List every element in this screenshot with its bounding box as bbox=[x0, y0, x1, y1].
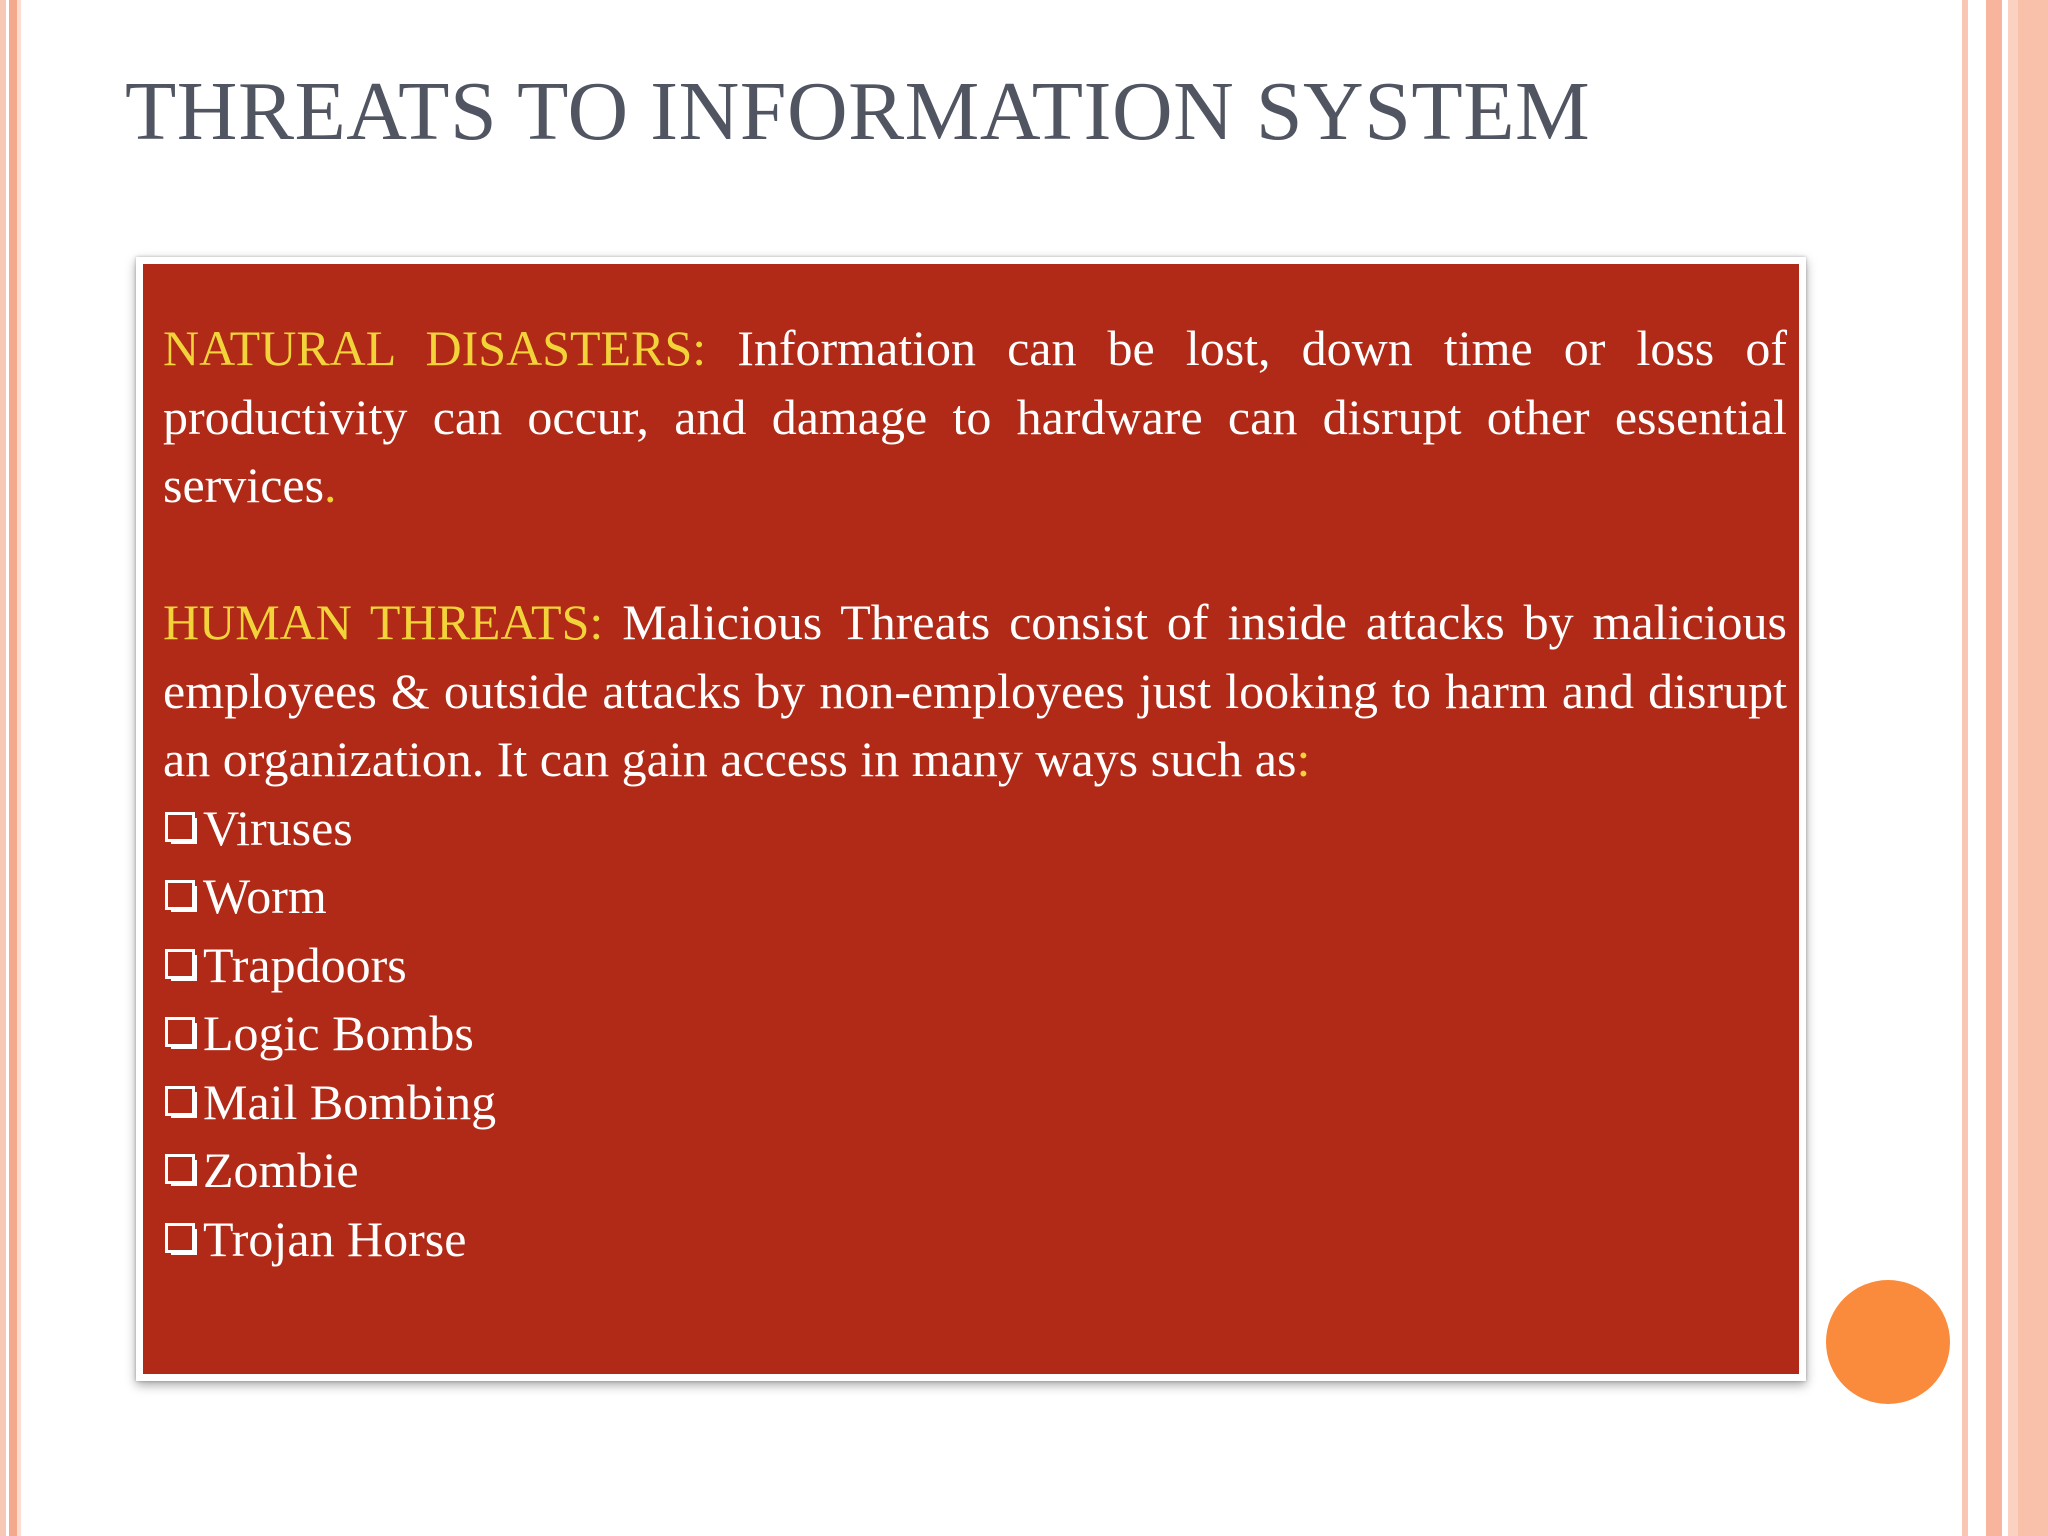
list-item-label: Mail Bombing bbox=[203, 1073, 497, 1130]
right-border-stripe bbox=[2018, 0, 2048, 1536]
checkbox-bullet-icon bbox=[165, 949, 197, 981]
list-item bbox=[163, 1136, 1787, 1205]
checkbox-bullet-icon bbox=[165, 1223, 197, 1255]
list-item bbox=[163, 1068, 1787, 1137]
natural-disasters-label: NATURAL DISASTERS: bbox=[163, 320, 707, 376]
content-text bbox=[163, 314, 1787, 1273]
human-threats-paragraph bbox=[163, 588, 1787, 794]
human-threats-colon: : bbox=[1296, 731, 1311, 787]
list-item bbox=[163, 794, 1787, 863]
natural-disasters-text: Information can be lost, down time or loss of productivity can occur, and damage to hardware can disrupt other essential services bbox=[163, 320, 1787, 513]
list-item-label: Logic Bombs bbox=[203, 1005, 474, 1061]
checkbox-bullet-icon bbox=[165, 1086, 197, 1118]
left-border-stripe bbox=[9, 0, 17, 1536]
left-border-stripe bbox=[17, 0, 21, 1536]
content-box bbox=[136, 257, 1806, 1381]
natural-disasters-paragraph bbox=[163, 314, 1787, 520]
natural-disasters-period: . bbox=[324, 457, 337, 513]
list-item-label: Zombie bbox=[203, 1142, 359, 1198]
list-item-label: Trojan Horse bbox=[203, 1210, 467, 1267]
checkbox-bullet-icon bbox=[165, 1017, 197, 1049]
list-item bbox=[163, 1205, 1787, 1274]
right-border-stripe bbox=[1986, 0, 2002, 1536]
list-item bbox=[163, 999, 1787, 1068]
list-item-label: Trapdoors bbox=[203, 936, 407, 993]
list-item-label: Worm bbox=[203, 868, 327, 924]
list-item bbox=[163, 931, 1787, 1000]
checkbox-bullet-icon bbox=[165, 880, 197, 912]
right-border-stripe bbox=[2008, 0, 2018, 1536]
checkbox-bullet-icon bbox=[165, 812, 197, 844]
slide-title: THREATS TO INFORMATION SYSTEM bbox=[125, 65, 1591, 158]
checkbox-bullet-icon bbox=[165, 1154, 197, 1186]
decorative-circle-icon bbox=[1826, 1280, 1950, 1404]
human-threats-text: Malicious Threats consist of inside attacks by malicious employees & outside attacks by non-employees just looking to harm and disrupt an organization. It can gain access in many ways such as bbox=[163, 594, 1787, 787]
human-threats-label: HUMAN THREATS: bbox=[163, 594, 604, 650]
list-item bbox=[163, 862, 1787, 931]
list-item-label: Viruses bbox=[203, 799, 353, 856]
right-border-stripe bbox=[1968, 0, 1986, 1536]
threat-list bbox=[163, 794, 1787, 1274]
